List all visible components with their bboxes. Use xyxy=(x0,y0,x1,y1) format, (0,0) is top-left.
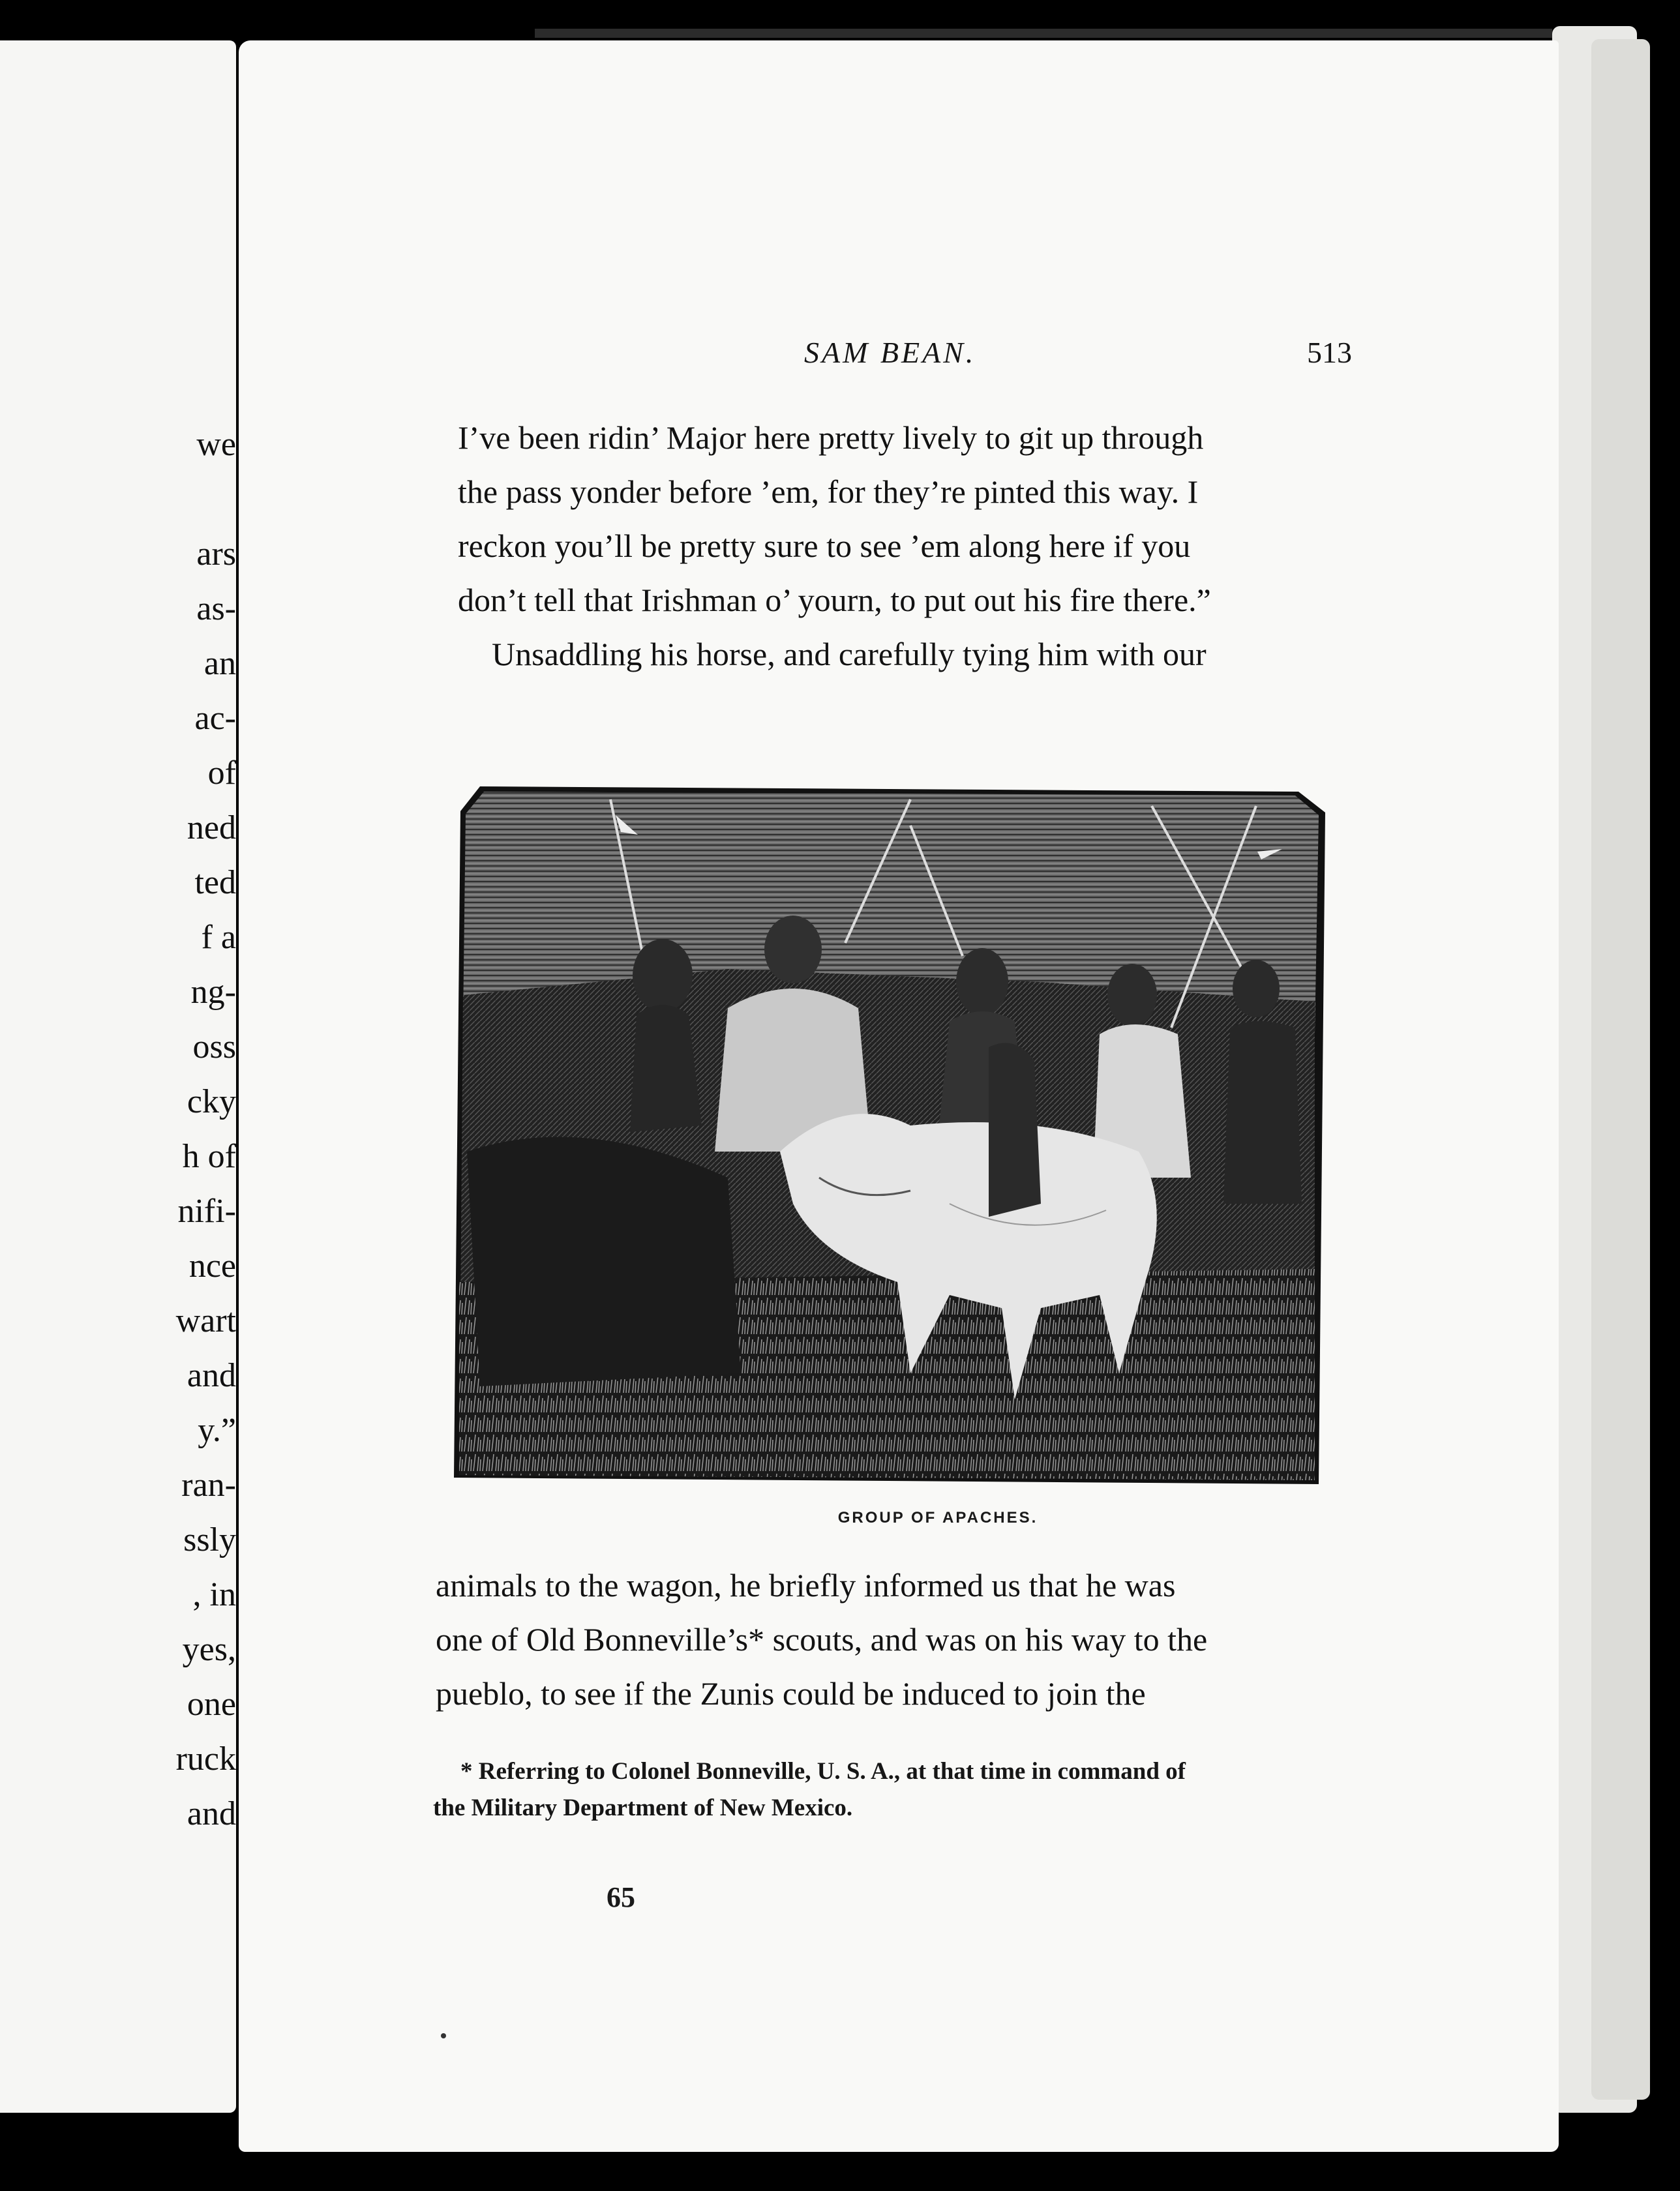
left-text-fragment: we xyxy=(196,426,236,463)
body-text-line: one of Old Bonneville’s* scouts, and was on his way to the xyxy=(436,1621,1208,1658)
footnote-line: * Referring to Colonel Bonneville, U. S. A., at that time in command of xyxy=(460,1758,1186,1785)
left-page xyxy=(0,40,236,2113)
left-text-fragment: ned xyxy=(187,809,236,846)
left-text-fragment: ran- xyxy=(181,1467,236,1504)
left-text-fragment: nce xyxy=(188,1247,236,1285)
left-text-fragment: ars xyxy=(196,535,236,573)
left-text-fragment: and xyxy=(187,1795,236,1832)
body-text-line: Unsaddling his horse, and carefully tying him with our xyxy=(492,636,1207,672)
left-text-fragment: wart xyxy=(175,1302,236,1339)
running-head xyxy=(239,335,1559,381)
left-text-fragment: oss xyxy=(192,1028,236,1066)
signature-mark: 65 xyxy=(607,1881,635,1913)
left-text-fragment: ng- xyxy=(190,974,236,1011)
page-number: 513 xyxy=(1307,336,1352,369)
left-text-fragment: yes, xyxy=(182,1631,236,1668)
left-text-fragment: y.” xyxy=(198,1412,236,1449)
left-text-fragment: h of xyxy=(182,1138,236,1175)
left-text-fragment: ac- xyxy=(194,700,236,737)
left-text-fragment: one xyxy=(187,1686,236,1723)
left-text-fragment: of xyxy=(207,754,236,792)
left-text-fragment: f a xyxy=(201,919,236,956)
left-text-fragment: an xyxy=(203,645,236,682)
left-text-fragment: cky xyxy=(187,1083,236,1120)
page-edge xyxy=(1591,39,1650,2100)
body-text-line: I’ve been ridin’ Major here pretty lively to git up through xyxy=(458,419,1204,456)
left-text-fragment: ssly xyxy=(183,1521,236,1558)
body-text-line: the pass yonder before ’em, for they’re pinted this way. I xyxy=(458,473,1199,510)
left-text-fragment: as- xyxy=(196,590,236,627)
body-text-line: animals to the wagon, he briefly informed us that he was xyxy=(436,1567,1176,1603)
running-title: SAM BEAN. xyxy=(804,336,976,369)
body-text-line: don’t tell that Irishman o’ yourn, to put out his fire there.” xyxy=(458,582,1211,618)
figure-caption: GROUP OF APACHES. xyxy=(837,1509,1038,1527)
speck xyxy=(441,2033,446,2038)
left-text-fragment: , in xyxy=(192,1576,236,1613)
footnote-line: the Military Department of New Mexico. xyxy=(433,1795,853,1821)
left-text-fragment: nifi- xyxy=(177,1193,236,1230)
left-text-fragment: and xyxy=(187,1357,236,1394)
apache-group-engraving xyxy=(454,786,1325,1485)
left-text-fragment: ted xyxy=(194,864,236,901)
left-text-fragment: ruck xyxy=(175,1740,236,1778)
body-text-line: pueblo, to see if the Zunis could be induced to join the xyxy=(436,1675,1146,1712)
page-top-shadow xyxy=(535,29,1552,38)
body-text-line: reckon you’ll be pretty sure to see ’em along here if you xyxy=(458,528,1191,564)
right-page xyxy=(239,40,1559,2152)
